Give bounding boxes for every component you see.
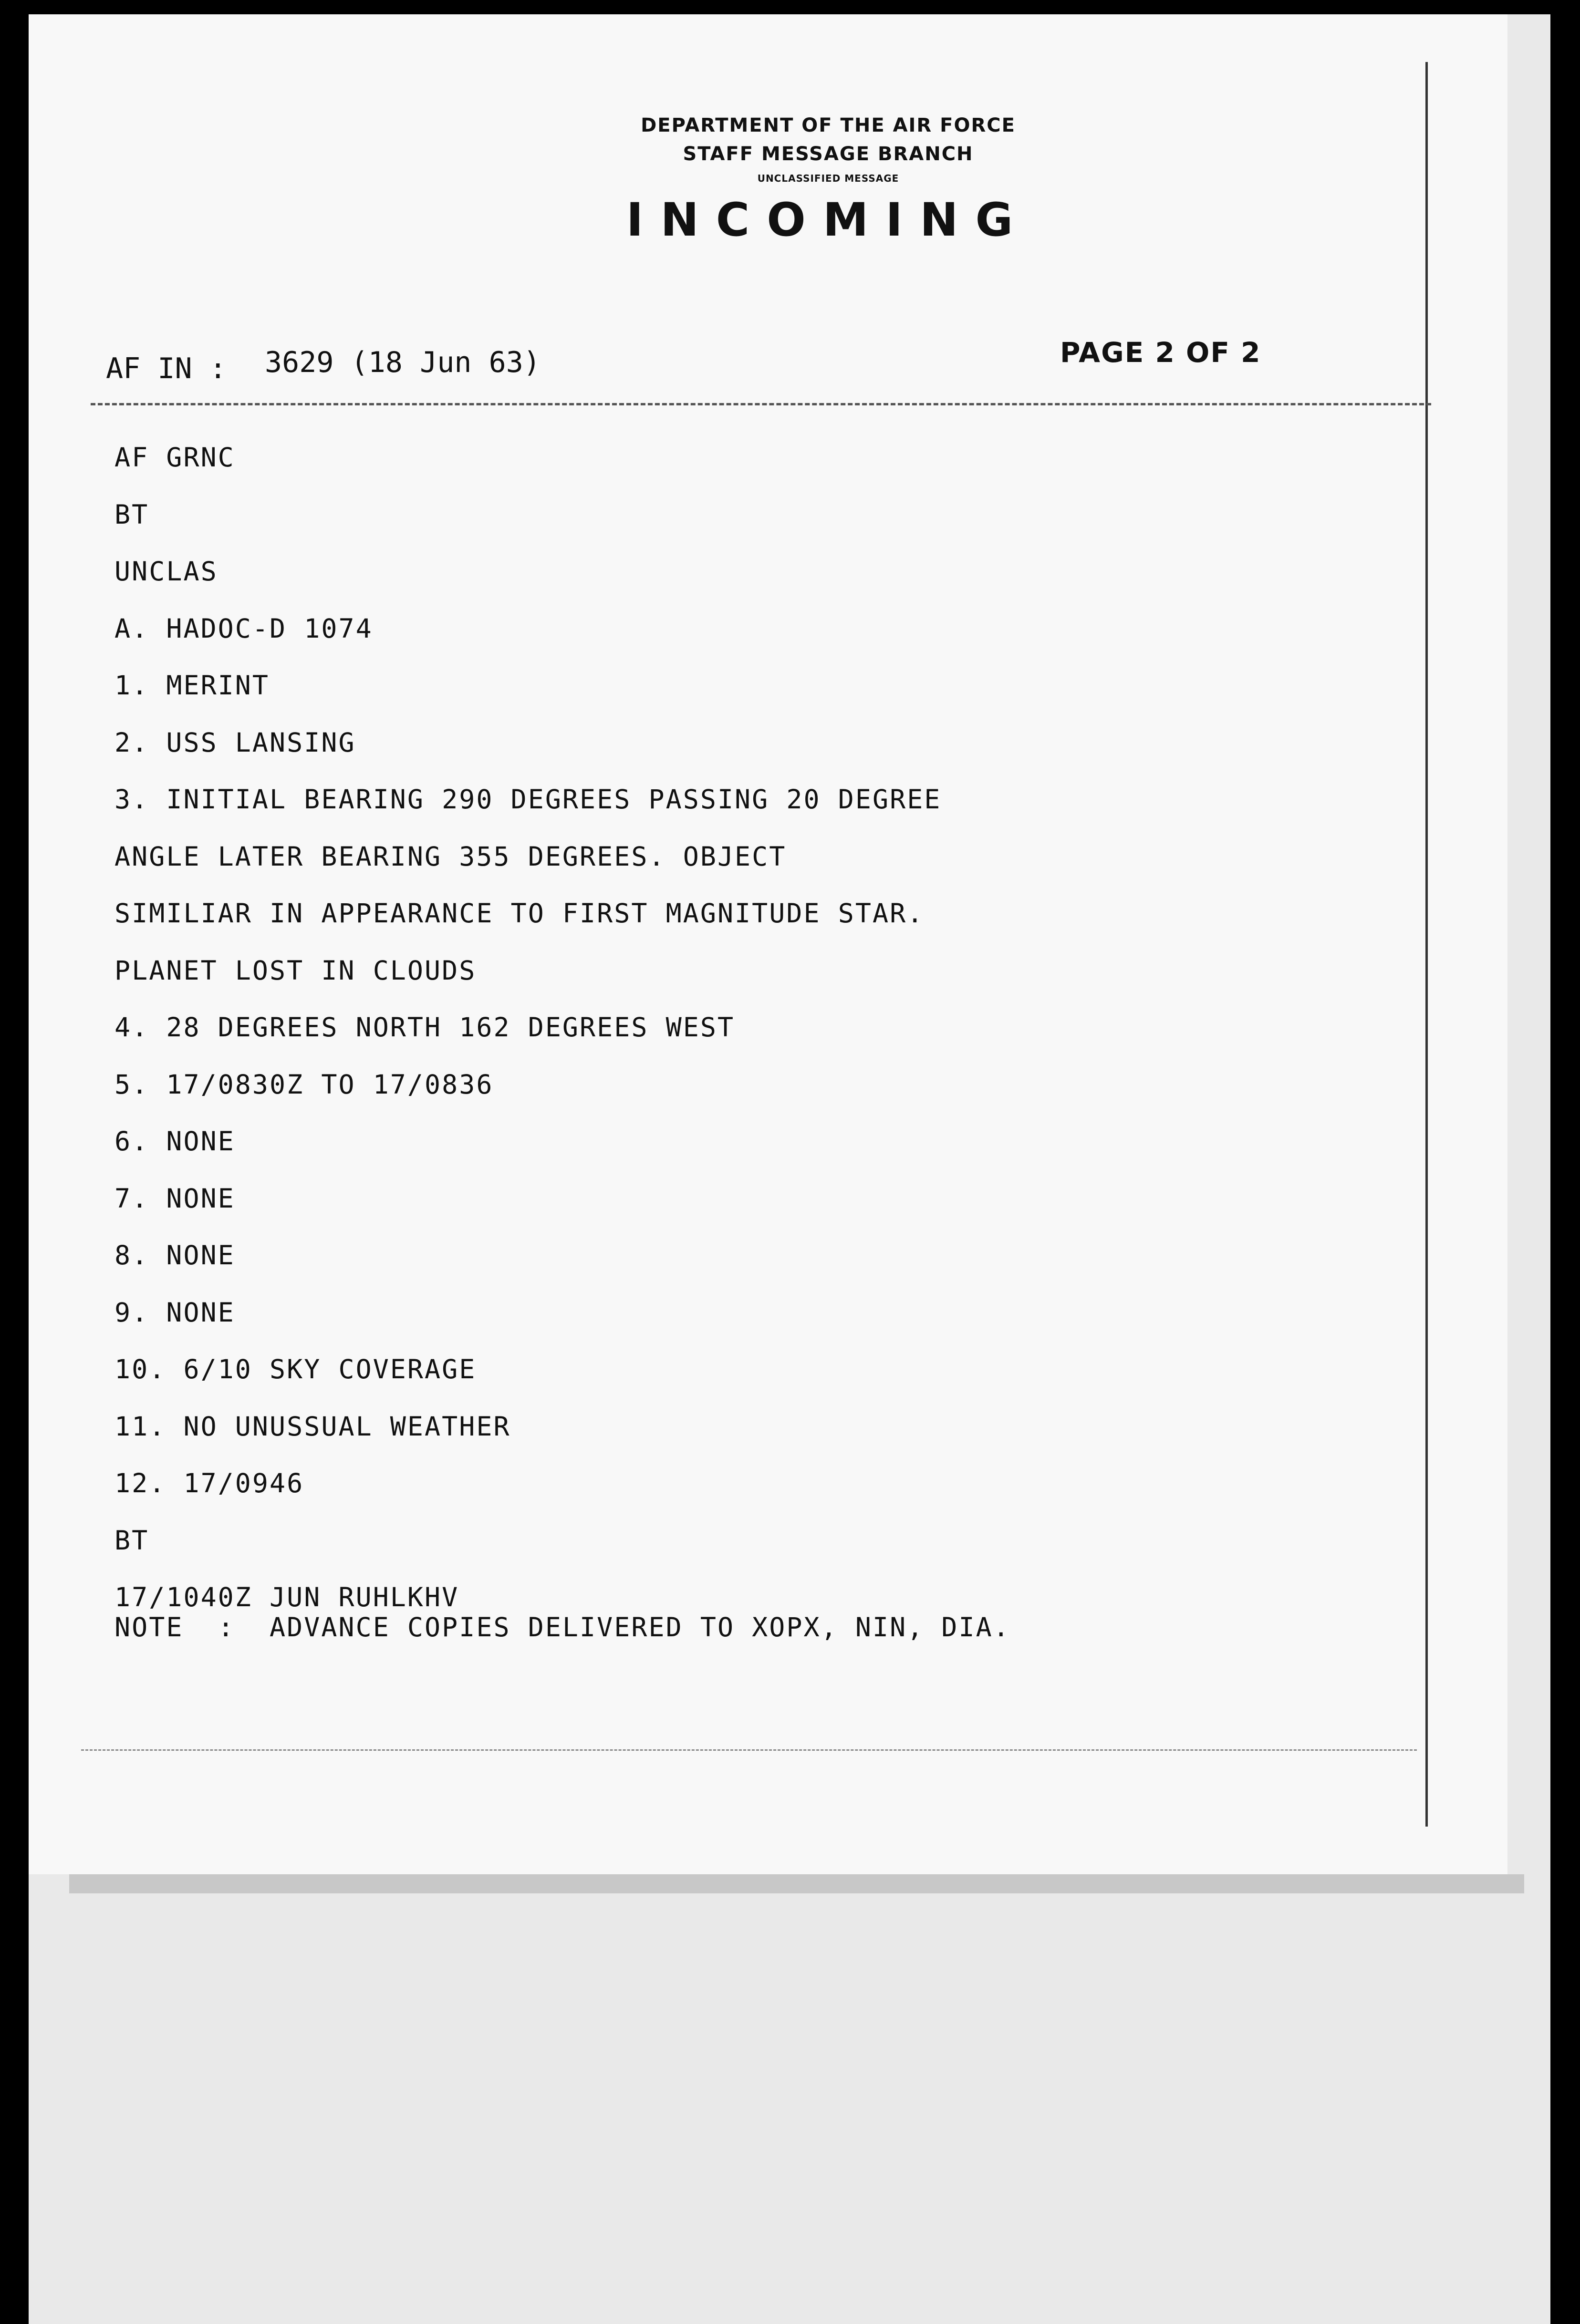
message-line: 17/1040Z JUN RUHLKHV: [114, 1582, 459, 1612]
department-heading: DEPARTMENT OF THE AIR FORCE: [641, 114, 1016, 136]
message-line: 1. MERINT: [114, 670, 270, 701]
page-indicator: PAGE 2 OF 2: [1060, 336, 1261, 369]
message-line: 10. 6/10 SKY COVERAGE: [114, 1354, 477, 1384]
footer-divider: [81, 1749, 1417, 1751]
af-in-label: AF IN :: [106, 352, 227, 385]
distribution-note: NOTE : ADVANCE COPIES DELIVERED TO XOPX, NIN, DIA.: [114, 1612, 1010, 1642]
message-line: UNCLAS: [114, 556, 218, 587]
message-line: BT: [114, 1525, 149, 1556]
form-edge-shadow: [69, 1874, 1524, 1893]
message-line: A. HADOC-D 1074: [114, 613, 373, 644]
message-line: PLANET LOST IN CLOUDS: [114, 955, 477, 986]
message-body: [114, 429, 941, 1626]
message-line: 5. 17/0830Z TO 17/0836: [114, 1069, 494, 1100]
message-line: AF GRNC: [114, 442, 235, 473]
form-title: INCOMING: [626, 193, 1030, 247]
classification-label: UNCLASSIFIED MESSAGE: [757, 173, 899, 184]
message-line: 3. INITIAL BEARING 290 DEGREES PASSING 20 DEGREE: [114, 784, 942, 815]
message-line: 2. USS LANSING: [114, 727, 356, 758]
message-line: 9. NONE: [114, 1297, 235, 1328]
message-line: 7. NONE: [114, 1183, 235, 1214]
message-line: SIMILIAR IN APPEARANCE TO FIRST MAGNITUDE STAR.: [114, 898, 925, 929]
af-in-number: 3629 (18 Jun 63): [265, 346, 541, 379]
message-line: 4. 28 DEGREES NORTH 162 DEGREES WEST: [114, 1012, 735, 1043]
form-right-rule: [1425, 62, 1428, 1827]
branch-heading: STAFF MESSAGE BRANCH: [683, 143, 974, 165]
message-line: ANGLE LATER BEARING 355 DEGREES. OBJECT: [114, 841, 787, 872]
message-line: 6. NONE: [114, 1126, 235, 1157]
message-line: BT: [114, 499, 149, 530]
message-line: 8. NONE: [114, 1240, 235, 1270]
header-divider: [91, 403, 1431, 405]
message-line: 11. NO UNUSSUAL WEATHER: [114, 1411, 511, 1442]
message-line: 12. 17/0946: [114, 1468, 304, 1498]
